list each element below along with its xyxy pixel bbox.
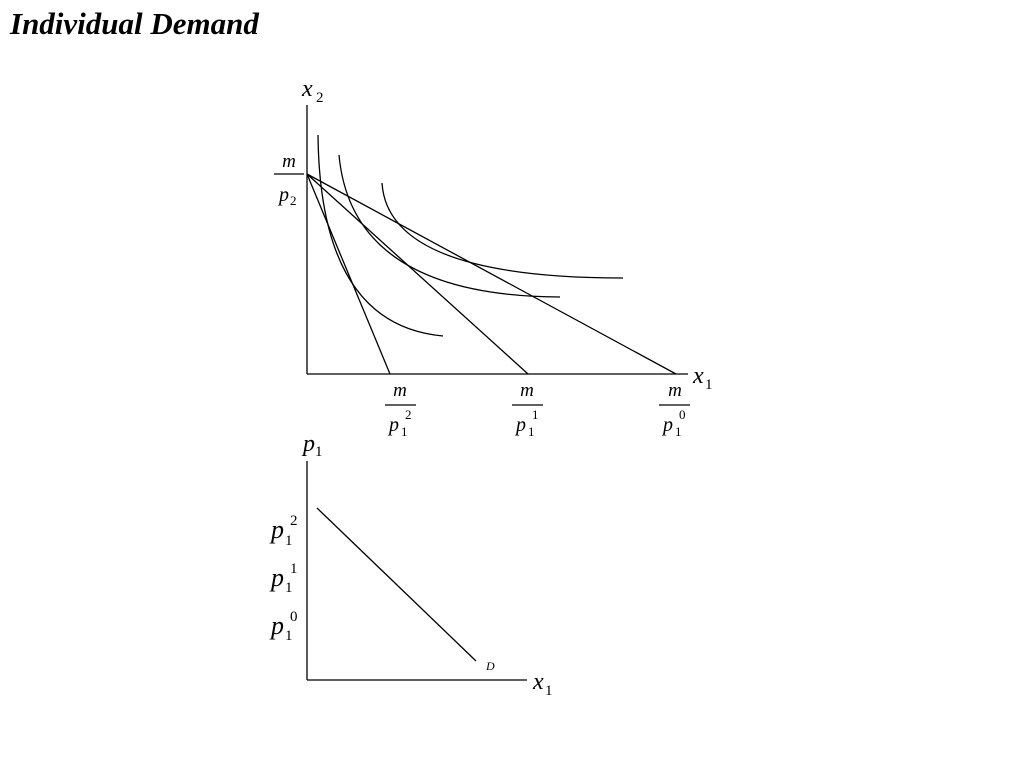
demand-curve-label: D xyxy=(486,659,495,673)
slide-title: Individual Demand xyxy=(10,6,259,41)
top-y-axis-label: x 2 xyxy=(302,76,324,106)
price-level-p1-0: p10 xyxy=(271,609,298,644)
demand-curve xyxy=(317,508,476,661)
budget-line-p1-1 xyxy=(307,174,528,374)
price-level-p1-2: p12 xyxy=(271,513,298,549)
x-intercept-label-p1-2 xyxy=(385,380,416,439)
y-intercept-denominator: p2 xyxy=(279,184,297,208)
bottom-y-axis-label: p1 xyxy=(303,431,323,460)
top-diagram xyxy=(274,76,713,439)
x-intercept-numerator: m xyxy=(668,380,682,401)
x-intercept-denominator: p 11 xyxy=(516,407,539,439)
x-intercept-label-p1-0 xyxy=(659,380,690,439)
x-intercept-denominator: p 12 xyxy=(389,407,412,439)
bottom-x-axis-label: x1 xyxy=(533,669,553,699)
indifference-curve-1 xyxy=(318,135,443,336)
budget-line-p1-2 xyxy=(307,174,390,374)
budget-line-p1-0 xyxy=(307,174,676,374)
x-intercept-label-p1-1 xyxy=(512,380,543,439)
price-level-p1-1: p11 xyxy=(271,561,298,596)
y-intercept-label xyxy=(274,151,304,208)
x-intercept-numerator: m xyxy=(393,380,407,401)
y-intercept-numerator: m xyxy=(282,151,296,172)
x-intercept-numerator: m xyxy=(520,380,534,401)
bottom-diagram xyxy=(269,431,553,699)
indifference-curve-2 xyxy=(339,155,560,297)
top-x-axis-label: x1 xyxy=(693,363,713,393)
x-intercept-denominator: p 10 xyxy=(663,407,686,439)
indifference-curve-3 xyxy=(382,183,623,278)
